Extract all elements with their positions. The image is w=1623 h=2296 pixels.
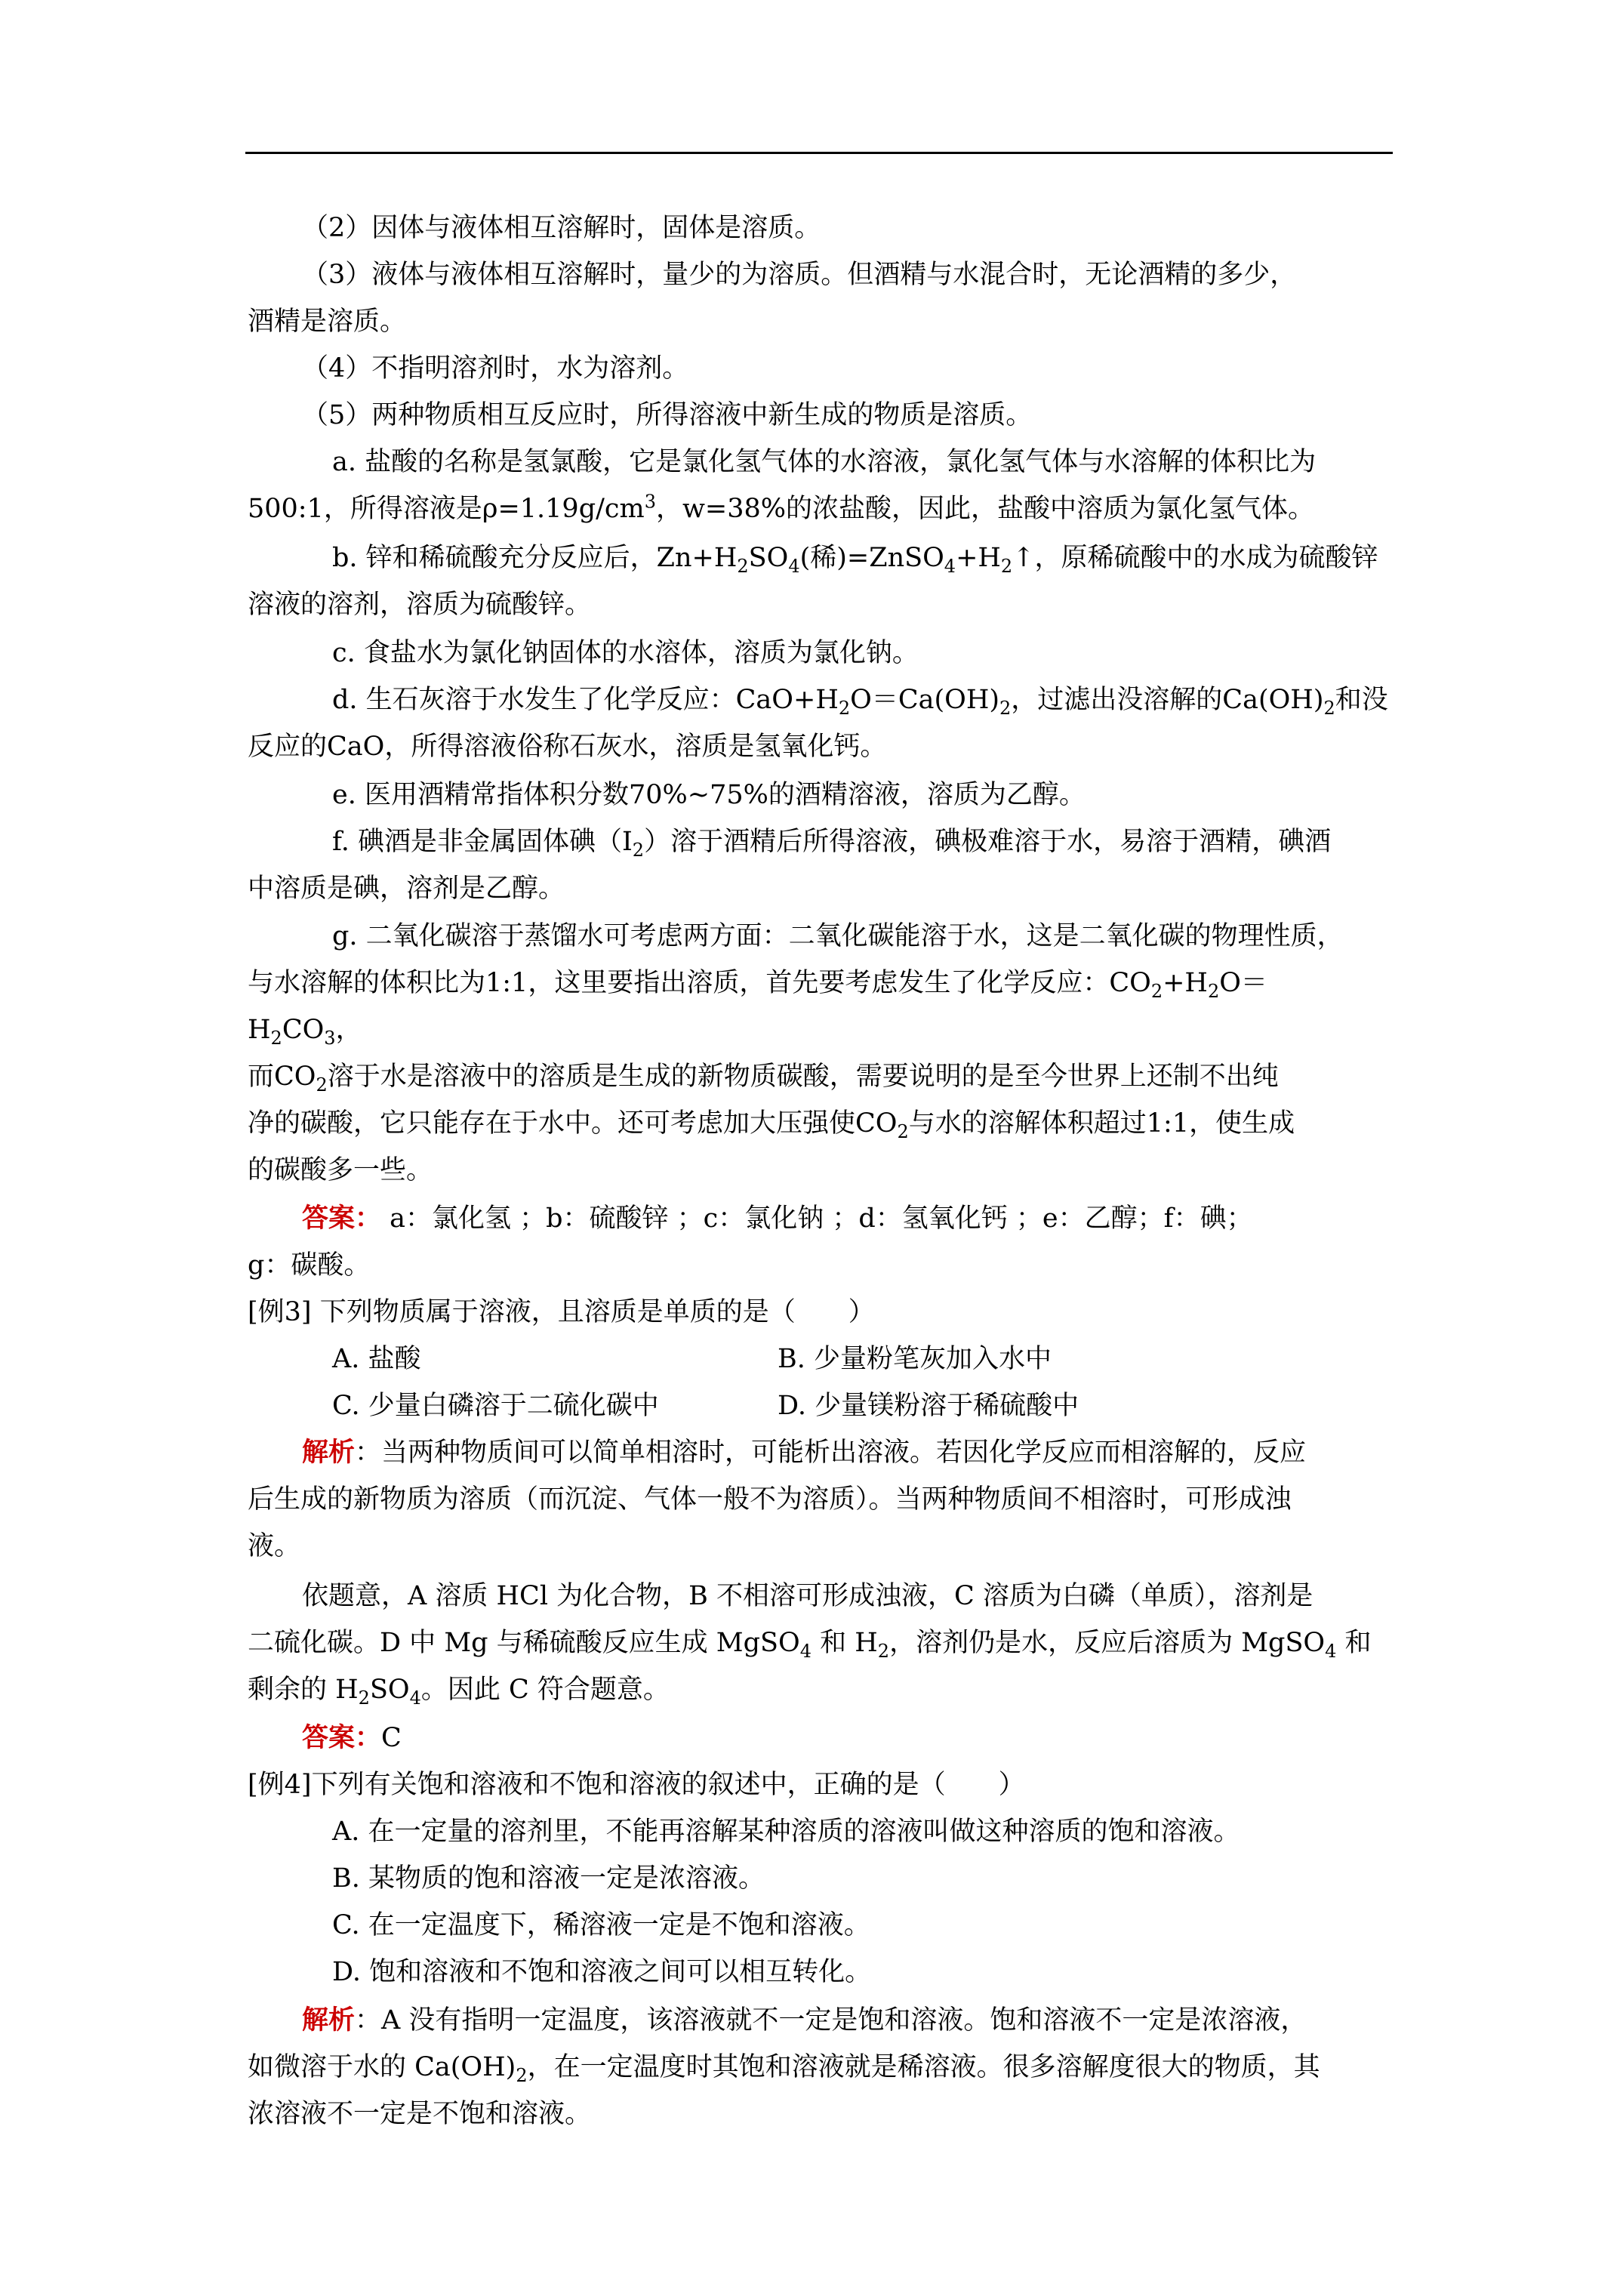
item-b-cont: 溶液的溶剂，溶质为硫酸锌。 — [248, 590, 592, 620]
item-a-cont: 500:1，所得溶液是$\rho=1.19g/cm^3$，w=38%的浓盐酸，因此，盐酸中溶质为氯化氢气体。 — [248, 491, 1315, 524]
answer-1-cont: g：碳酸。 — [248, 1250, 371, 1281]
rule-5: （5）两种物质相互反应时，所得溶液中新生成的物质是溶质。 — [302, 400, 1033, 430]
example-3-analysis-3: 液。 — [248, 1531, 301, 1561]
item-g: g. 二氧化碳溶于蒸馏水可考虑两方面：二氧化碳能溶于水，这是二氧化碳的物理性质， — [332, 921, 1344, 951]
item-g-line3: $H_2CO_3$， — [248, 1015, 362, 1049]
answer-1: 答案： a：氯化氢 ；b：硫酸锌 ；c：氯化钠 ；d：氢氧化钙 ；e：乙醇；f：碘； — [302, 1203, 1253, 1234]
example-3-options-cd — [0, 1383, 1623, 1428]
item-e: e. 医用酒精常指体积分数70%~75%的酒精溶液，溶质为乙醇。 — [332, 780, 1086, 810]
example-4-analysis: 解析：A 没有指明一定温度，该溶液就不一定是饱和溶液。饱和溶液不一定是浓溶液， — [302, 2005, 1307, 2036]
example-3-detail-2: 二硫化碳。D 中 Mg 与稀硫酸反应生成 MgSO$_4$ 和 $H_2$，溶剂仍是水，反应后溶质为 MgSO$_4$ 和 — [248, 1628, 1372, 1662]
example-4-question: [例4]下列有关饱和溶液和不饱和溶液的叙述中，正确的是（ ） — [248, 1770, 1025, 1800]
example-3-analysis-2: 后生成的新物质为溶质（而沉淀、气体一般不为溶质）。当两种物质间不相溶时，可形成浊 — [248, 1484, 1292, 1515]
item-f-cont: 中溶质是碘，溶剂是乙醇。 — [248, 874, 565, 904]
item-g-line4: 而$CO_2$溶于水是溶液中的溶质是生成的新物质碳酸，需要说明的是至今世界上还制不出纯 — [248, 1062, 1279, 1096]
example-4-analysis-2: 如微溶于水的 $Ca(OH)_2$，在一定温度时其饱和溶液就是稀溶液。很多溶解度很大的物质，其 — [248, 2052, 1320, 2086]
example-3-options-ab — [0, 1336, 1623, 1382]
item-g-line6: 的碳酸多一些。 — [248, 1155, 433, 1185]
item-g-line2: 与水溶解的体积比为1:1，这里要指出溶质，首先要考虑发生了化学反应：$CO_2+H_2O=$ — [248, 968, 1267, 1002]
example-4-analysis-3: 浓溶液不一定是不饱和溶液。 — [248, 2099, 592, 2129]
example-4-option-a: A. 在一定量的溶剂里，不能再溶解某种溶质的溶液叫做这种溶质的饱和溶液。 — [332, 1817, 1240, 1847]
rule-4: （4）不指明溶剂时，水为溶剂。 — [302, 353, 689, 384]
rule-3: （3）液体与液体相互溶解时，量少的为溶质。但酒精与水混合时，无论酒精的多少， — [302, 260, 1297, 290]
example-3-detail-3: 剩余的 $H_2SO_4$。因此 C 符合题意。 — [248, 1675, 670, 1709]
answer-label: 答案： — [302, 1722, 382, 1753]
example-4-option-b: B. 某物质的饱和溶液一定是浓溶液。 — [332, 1863, 765, 1894]
example-3-detail: 依题意，A 溶质 HCl 为化合物，B 不相溶可形成浊液，C 溶质为白磷（单质），溶剂是 — [302, 1581, 1313, 1611]
example-3-question: [例3] 下列物质属于溶液，且溶质是单质的是（ ） — [248, 1297, 875, 1327]
item-a: a. 盐酸的名称是氢氯酸，它是氯化氢气体的水溶液，氯化氢气体与水溶解的体积比为 — [332, 447, 1317, 477]
example-4-option-d: D. 饱和溶液和不饱和溶液之间可以相互转化。 — [332, 1957, 872, 1987]
option-c: C. 少量白磷溶于二硫化碳中 — [332, 1391, 659, 1421]
answer-label: 答案： — [302, 1203, 382, 1234]
item-g-line5: 净的碳酸，它只能存在于水中。还可考虑加大压强使$CO_2$与水的溶解体积超过1:1，使生成 — [248, 1108, 1295, 1142]
option-a: A. 盐酸 — [332, 1344, 421, 1374]
option-b: B. 少量粉笔灰加入水中 — [778, 1344, 1052, 1374]
example-3-analysis: 解析：当两种物质间可以简单相溶时，可能析出溶液。若因化学反应而相溶解的，反应 — [302, 1437, 1307, 1468]
item-b: b. 锌和稀硫酸充分反应后，$Zn+H_2SO_4$(稀)$=ZnSO_4+H_2↑$，原稀硫酸中的水成为硫酸锌 — [332, 543, 1378, 577]
header-rule — [245, 152, 1393, 154]
rule-3-cont: 酒精是溶质。 — [248, 307, 407, 337]
item-d: d. 生石灰溶于水发生了化学反应：$CaO+H_2O=Ca(OH)_2$，过滤出没溶解的$Ca(OH)_2$和没 — [332, 685, 1388, 719]
analysis-label: 解析 — [302, 1437, 356, 1468]
item-c: c. 食盐水为氯化钠固体的水溶体，溶质为氯化钠。 — [332, 638, 919, 668]
example-4-option-c: C. 在一定温度下，稀溶液一定是不饱和溶液。 — [332, 1910, 870, 1940]
analysis-label: 解析 — [302, 2005, 356, 2036]
option-d: D. 少量镁粉溶于稀硫酸中 — [778, 1391, 1079, 1421]
item-d-cont: 反应的CaO，所得溶液俗称石灰水，溶质是氢氧化钙。 — [248, 732, 887, 762]
item-f: f. 碘酒是非金属固体碘$(I_2)$溶于酒精后所得溶液，碘极难溶于水，易溶于酒精，碘酒 — [332, 827, 1332, 861]
example-3-answer: 答案：C — [302, 1722, 402, 1753]
rule-2: （2）因体与液体相互溶解时，固体是溶质。 — [302, 213, 821, 243]
